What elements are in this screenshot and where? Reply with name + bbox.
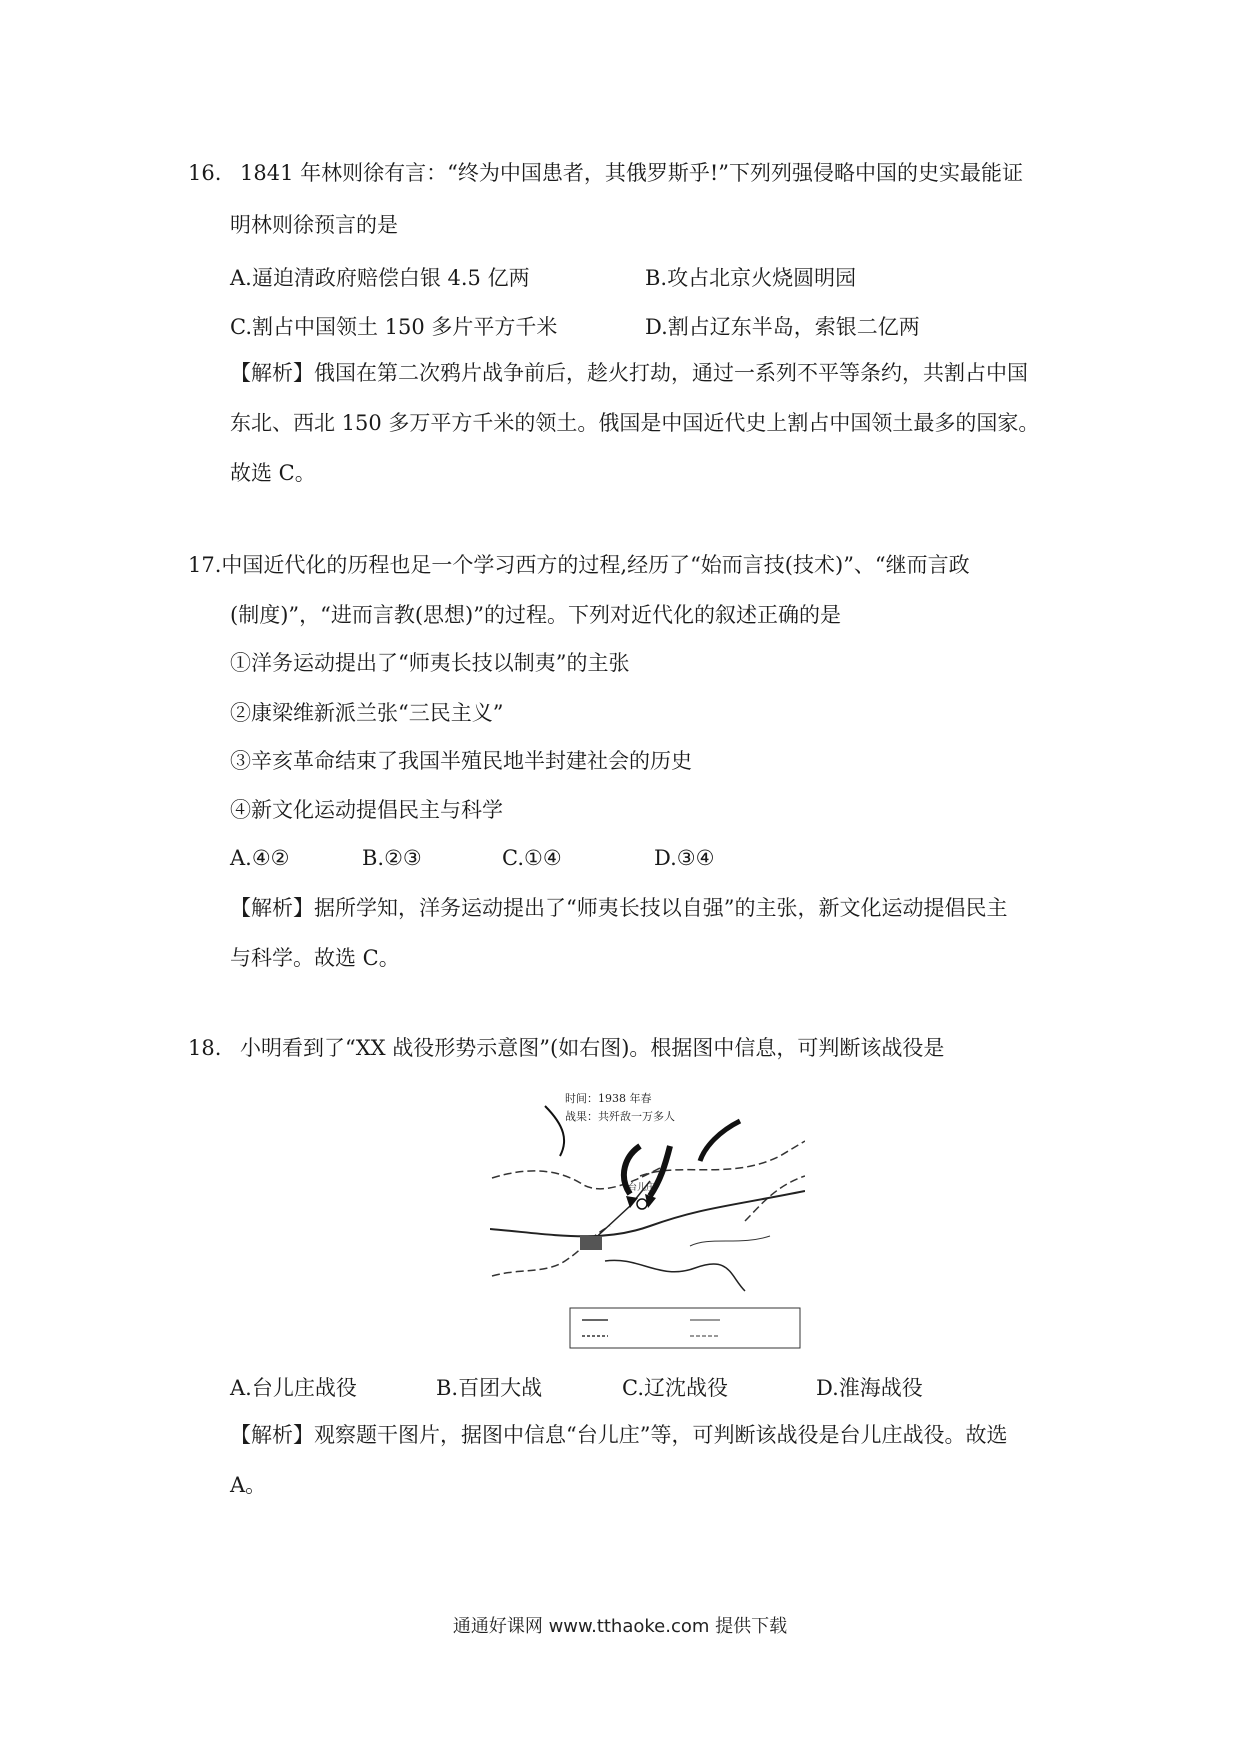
- q16-option-a: A.逼迫清政府赔偿白银 4.5 亿两: [230, 266, 530, 290]
- battle-situation-map: [490, 1086, 805, 1351]
- map-legend: [570, 1308, 800, 1348]
- q18-stem: 小明看到了“XX 战役形势示意图”(如右图)。根据图中信息，可判断该战役是: [240, 1036, 945, 1060]
- map-time-label: 时间：1938 年春: [565, 1092, 652, 1105]
- battle-site-marker: [637, 1199, 647, 1209]
- q17-analysis-line1: 【解析】据所学知，洋务运动提出了“师夷长技以自强”的主张，新文化运动提倡民主: [230, 896, 1008, 920]
- q18-analysis-line1: 【解析】观察题干图片，据图中信息“台儿庄”等，可判断该战役是台儿庄战役。故选: [230, 1423, 1008, 1447]
- q16-stem-line2: 明林则徐预言的是: [230, 213, 398, 237]
- map-figure: [490, 1086, 805, 1351]
- q16-option-d: D.割占辽东半岛，索银二亿两: [645, 315, 920, 339]
- q17-stem-line1: 17.中国近代化的历程也足一个学习西方的过程,经历了“始而言技(技术)”、“继而言政: [188, 553, 970, 577]
- q17-analysis-line2: 与科学。故选 C。: [230, 946, 400, 970]
- q17-option-b: B.②③: [362, 846, 422, 870]
- q18-option-c: C.辽沈战役: [622, 1376, 728, 1400]
- q18-analysis-line2: A。: [230, 1473, 267, 1497]
- q17-option-a: A.④②: [230, 846, 290, 870]
- q17-item-2: ②康梁维新派兰张“三民主义”: [230, 701, 504, 725]
- q17-stem-line2: (制度)”，“进而言教(思想)”的过程。下列对近代化的叙述正确的是: [230, 603, 841, 627]
- map-place-label: 台儿庄: [628, 1183, 656, 1193]
- q18-option-b: B.百团大战: [436, 1376, 543, 1400]
- q18-number: 18.: [188, 1036, 222, 1060]
- q17-item-1: ①洋务运动提出了“师夷长技以制夷”的主张: [230, 651, 630, 675]
- q17-option-d: D.③④: [654, 846, 715, 870]
- q16-option-b: B.攻占北京火烧圆明园: [645, 266, 857, 290]
- map-result-label: 战果：共歼敌一万多人: [565, 1110, 675, 1123]
- q17-option-c: C.①④: [502, 846, 562, 870]
- q17-item-3: ③辛亥革命结束了我国半殖民地半封建社会的历史: [230, 749, 692, 773]
- page-footer: 通通好课网 www.tthaoke.com 提供下载: [452, 1616, 788, 1637]
- q16-analysis-line1: 【解析】俄国在第二次鸦片战争前后，趁火打劫，通过一系列不平等条约，共割占中国: [230, 361, 1028, 385]
- q18-option-d: D.淮海战役: [816, 1376, 923, 1400]
- q16-analysis-line3: 故选 C。: [230, 461, 316, 485]
- q16-number: 16.: [188, 161, 222, 185]
- q16-option-c: C.割占中国领土 150 多片平方千米: [230, 315, 558, 339]
- q18-option-a: A.台儿庄战役: [230, 1376, 357, 1400]
- q17-item-4: ④新文化运动提倡民主与科学: [230, 798, 503, 822]
- q16-stem-line1: 1841 年林则徐有言：“终为中国患者，其俄罗斯乎!”下列列强侵略中国的史实最能证: [240, 161, 1024, 185]
- q16-analysis-line2: 东北、西北 150 多万平方千米的领土。俄国是中国近代史上割占中国领土最多的国家。: [230, 411, 1040, 435]
